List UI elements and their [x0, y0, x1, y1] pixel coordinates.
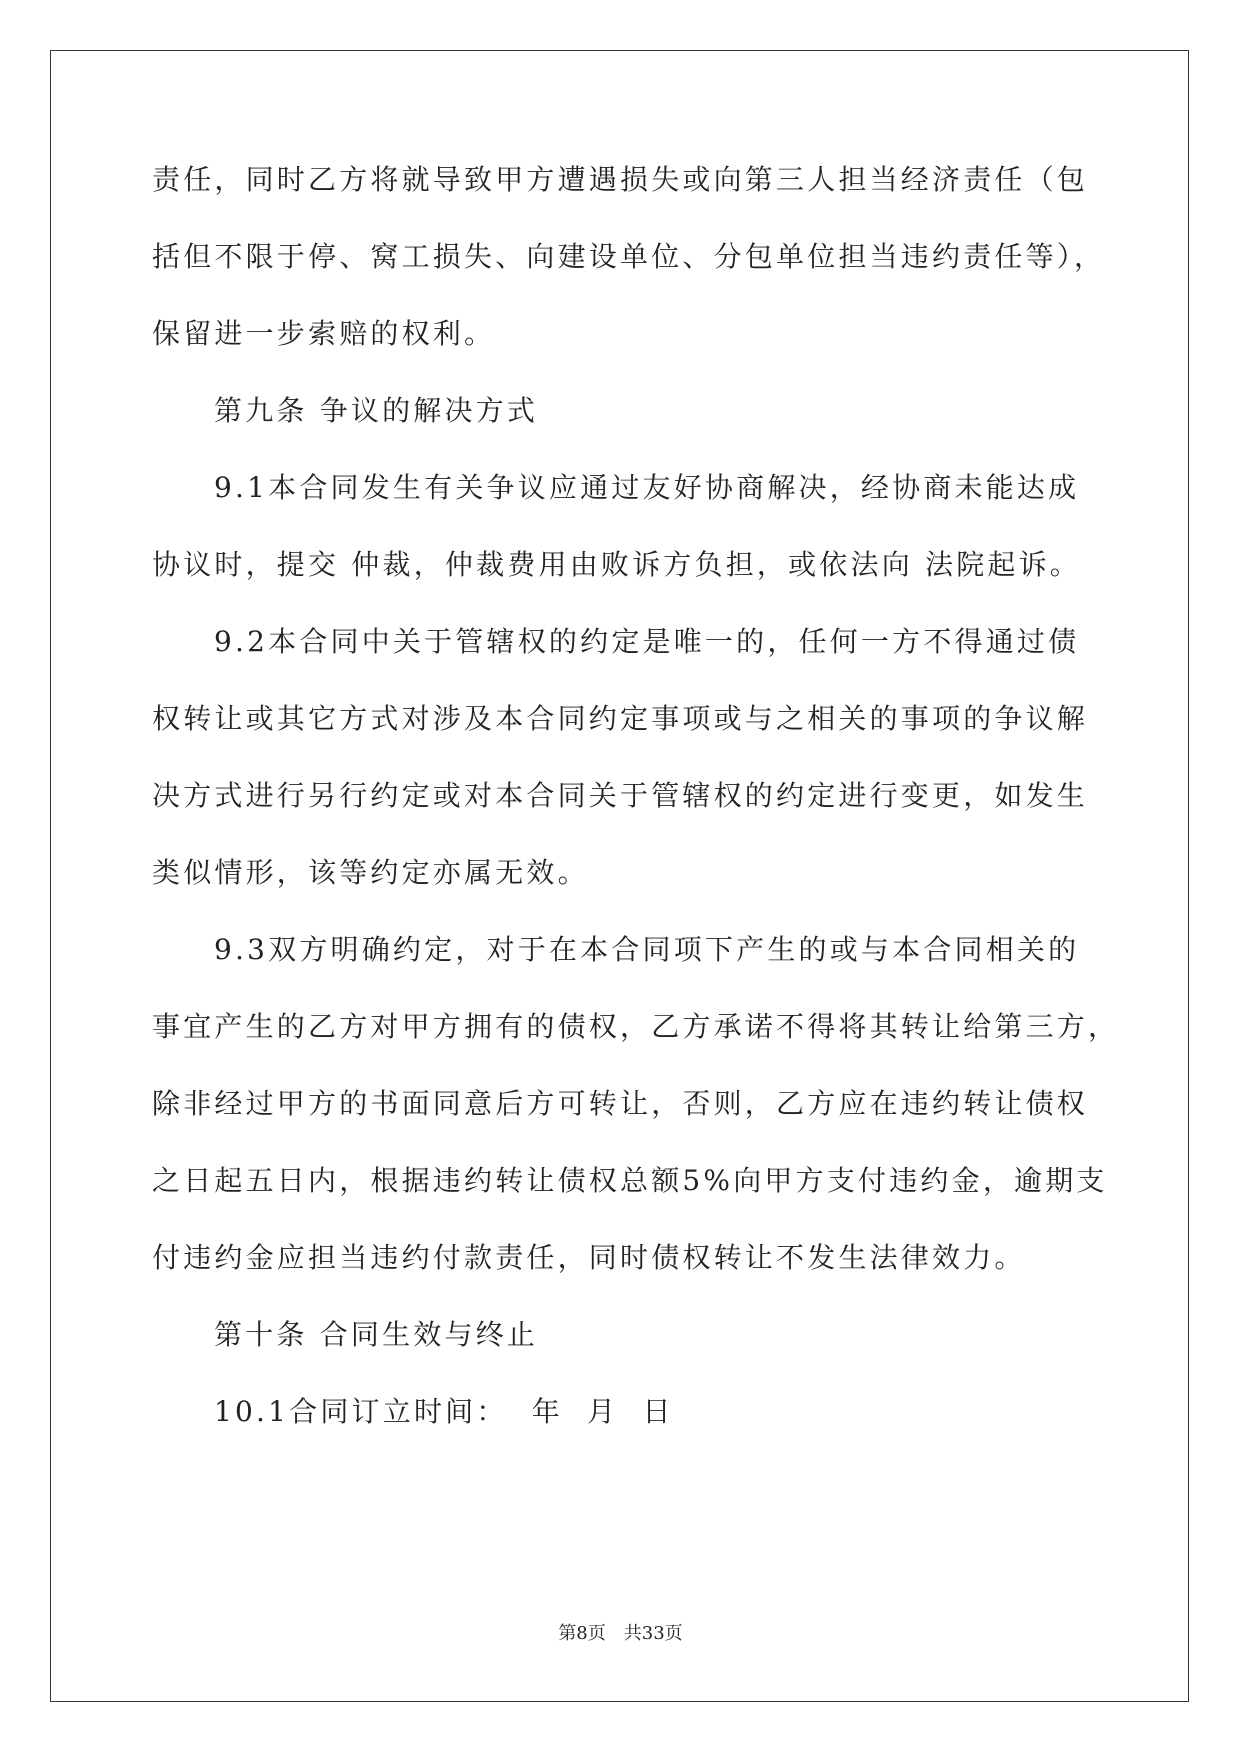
text-line: 保留进一步索赔的权利。 [152, 317, 496, 350]
section-heading: 第九条 争议的解决方式 [214, 394, 539, 427]
text-line: 9.3双方明确约定，对于在本合同项下产生的或与本合同相关的 [214, 933, 1080, 966]
text-line: 协议时，提交 仲裁，仲裁费用由败诉方负担，或依法向 法院起诉。 [152, 548, 1082, 581]
section-heading: 第十条 合同生效与终止 [214, 1318, 539, 1351]
text-line: 括但不限于停、窝工损失、向建设单位、分包单位担当违约责任等）， [152, 240, 1106, 273]
text-line: 9.2本合同中关于管辖权的约定是唯一的，任何一方不得通过债 [214, 625, 1080, 658]
page-number: 第8页 [558, 1623, 606, 1644]
text-line: 之日起五日内，根据违约转让债权总额5%向甲方支付违约金，逾期支 [152, 1164, 1108, 1197]
text-line: 权转让或其它方式对涉及本合同约定事项或与之相关的事项的争议解 [152, 702, 1089, 735]
text-line: 9.1本合同发生有关争议应通过友好协商解决，经协商未能达成 [214, 471, 1080, 504]
text-line: 决方式进行另行约定或对本合同关于管辖权的约定进行变更，如发生 [152, 779, 1089, 812]
text-line: 付违约金应担当违约付款责任，同时债权转让不发生法律效力。 [152, 1241, 1026, 1274]
page-footer [0, 1622, 1241, 1646]
text-line: 责任，同时乙方将就导致甲方遭遇损失或向第三人担当经济责任（包 [152, 163, 1089, 196]
page-total: 共33页 [623, 1623, 683, 1644]
text-line: 事宜产生的乙方对甲方拥有的债权，乙方承诺不得将其转让给第三方， [152, 1010, 1120, 1043]
text-line: 类似情形，该等约定亦属无效。 [152, 856, 589, 889]
text-line: 除非经过甲方的书面同意后方可转让，否则，乙方应在违约转让债权 [152, 1087, 1089, 1120]
text-line: 10.1合同订立时间： 年 月 日 [214, 1395, 674, 1428]
